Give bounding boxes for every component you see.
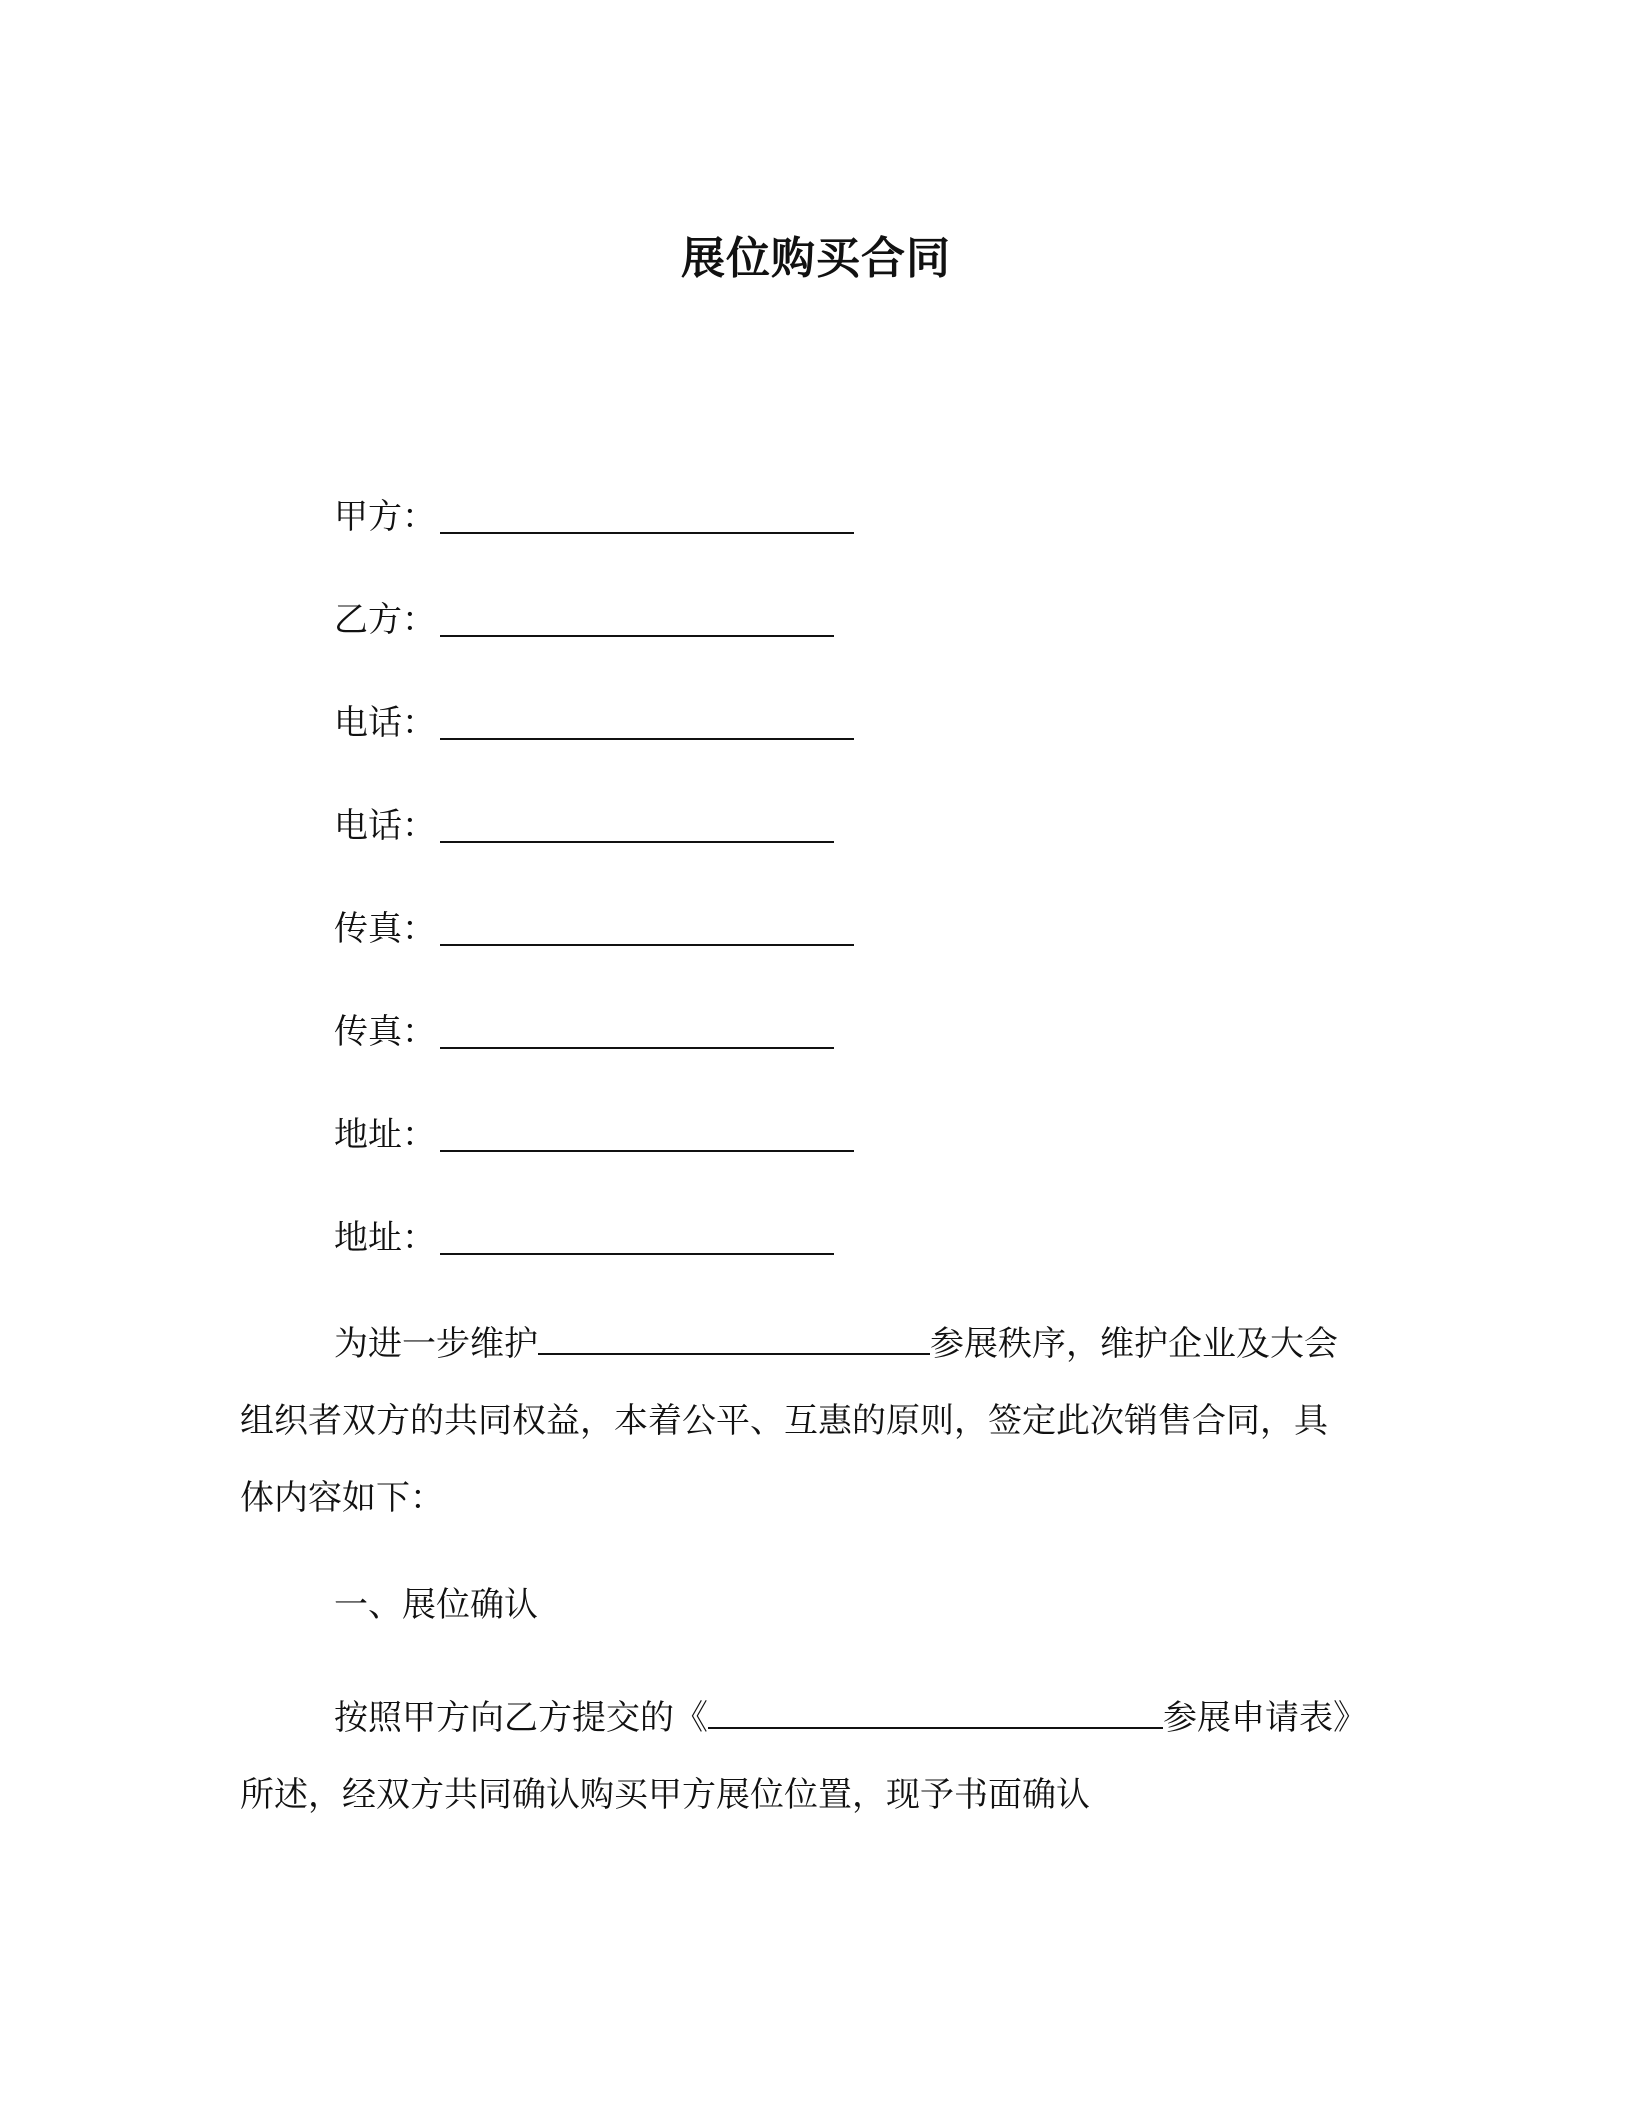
section1-paragraph [240, 1680, 1360, 1834]
section1-text-post: 参展申请表》所述，经双方共同确认购买甲方展位位置，现予书面确认 [240, 1698, 1350, 1815]
field-label: 乙方： [334, 600, 436, 640]
field-label: 传真： [334, 909, 436, 949]
intro-text-post: 参展秩序，维护企业及大会组织者双方的共同权益，本着公平、互惠的原则，签定此次销售合同，具体内容如下： [240, 1324, 1338, 1518]
blank-line [440, 803, 834, 843]
intro-text-pre: 为进一步维护 [334, 1324, 538, 1364]
fax-b-field [334, 1007, 834, 1057]
blank-line [440, 1009, 834, 1049]
address-a-field [334, 1110, 854, 1160]
field-label: 地址： [334, 1218, 436, 1258]
field-label: 地址： [334, 1115, 436, 1155]
address-b-field [334, 1213, 834, 1263]
blank-line [440, 1215, 834, 1255]
fax-a-field [334, 904, 854, 954]
blank-line [440, 494, 854, 534]
phone-a-field [334, 698, 854, 748]
field-label: 电话： [334, 703, 436, 743]
party-b-field [334, 595, 834, 645]
blank-line [440, 1112, 854, 1152]
party-a-field [334, 492, 854, 542]
field-label: 甲方： [334, 497, 436, 537]
field-label: 传真： [334, 1012, 436, 1052]
field-label: 电话： [334, 806, 436, 846]
document-title: 展位购买合同 [681, 233, 951, 284]
intro-paragraph [240, 1306, 1360, 1537]
blank-line [538, 1323, 930, 1355]
blank-line [440, 700, 854, 740]
section-heading: 一、展位确认 [334, 1585, 538, 1625]
blank-line [440, 597, 834, 637]
blank-line [440, 906, 854, 946]
section1-text-pre: 按照甲方向乙方提交的《 [334, 1698, 708, 1738]
blank-line [708, 1697, 1163, 1729]
phone-b-field [334, 801, 834, 851]
